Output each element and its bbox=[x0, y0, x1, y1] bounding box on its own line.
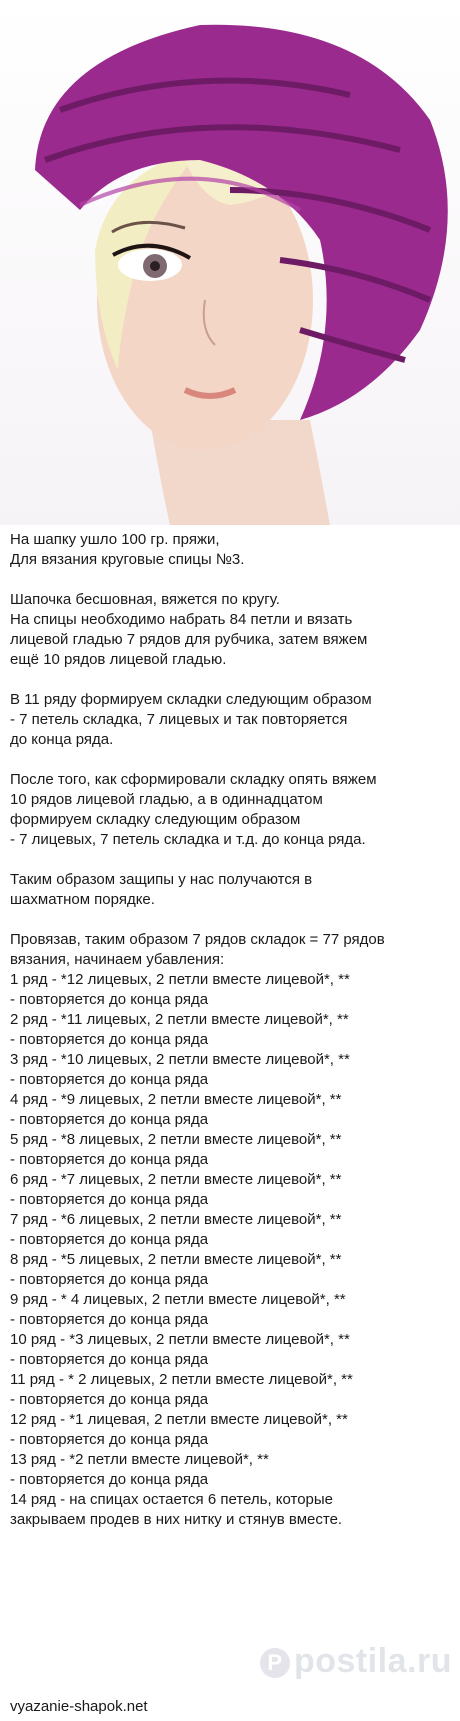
text-line: 3 ряд - *10 лицевых, 2 петли вместе лицевой*, ** bbox=[10, 1051, 350, 1068]
text-line: до конца ряда. bbox=[10, 731, 114, 748]
text-line: - повторяется до конца ряда bbox=[10, 1191, 209, 1208]
text-line: шахматном порядке. bbox=[10, 891, 155, 908]
hat-photo bbox=[0, 0, 460, 525]
article-text bbox=[10, 530, 456, 1530]
text-line: 2 ряд - *11 лицевых, 2 петли вместе лицевой*, ** bbox=[10, 1011, 349, 1028]
text-line: 5 ряд - *8 лицевых, 2 петли вместе лицевой*, ** bbox=[10, 1131, 342, 1148]
text-line: 4 ряд - *9 лицевых, 2 петли вместе лицевой*, ** bbox=[10, 1091, 342, 1108]
text-line: - повторяется до конца ряда bbox=[10, 1311, 209, 1328]
text-line: 14 ряд - на спицах остается 6 петель, которые bbox=[10, 1491, 334, 1508]
text-line: - повторяется до конца ряда bbox=[10, 1231, 209, 1248]
text-line: - повторяется до конца ряда bbox=[10, 1431, 209, 1448]
text-line: Таким образом защипы у нас получаются в bbox=[10, 871, 313, 888]
text-line: 7 ряд - *6 лицевых, 2 петли вместе лицевой*, ** bbox=[10, 1211, 342, 1228]
text-line: - повторяется до конца ряда bbox=[10, 1111, 209, 1128]
text-line: формируем складку следующим образом bbox=[10, 811, 301, 828]
text-line: 11 ряд - * 2 лицевых, 2 петли вместе лицевой*, ** bbox=[10, 1371, 353, 1388]
paragraph-gap bbox=[10, 850, 456, 870]
p-logo-icon: P bbox=[260, 1648, 290, 1678]
text-line: - повторяется до конца ряда bbox=[10, 1151, 209, 1168]
text-line: - повторяется до конца ряда bbox=[10, 1351, 209, 1368]
text-line: - повторяется до конца ряда bbox=[10, 1071, 209, 1088]
postila-watermark bbox=[260, 1642, 452, 1681]
watermark-text: postila.ru bbox=[293, 1642, 452, 1680]
text-line: - 7 петель складка, 7 лицевых и так повторяется bbox=[10, 711, 348, 728]
text-line: вязания, начинаем убавления: bbox=[10, 951, 225, 968]
text-line: ещё 10 рядов лицевой гладью. bbox=[10, 651, 227, 668]
text-line: На шапку ушло 100 гр. пряжи, bbox=[10, 531, 220, 548]
text-line: лицевой гладью 7 рядов для рубчика, затем вяжем bbox=[10, 631, 368, 648]
text-line: - повторяется до конца ряда bbox=[10, 1471, 209, 1488]
text-line: 9 ряд - * 4 лицевых, 2 петли вместе лицевой*, ** bbox=[10, 1291, 346, 1308]
text-line: 13 ряд - *2 петли вместе лицевой*, ** bbox=[10, 1451, 269, 1468]
text-line: В 11 ряду формируем складки следующим образом bbox=[10, 691, 372, 708]
paragraph-gap bbox=[10, 910, 456, 930]
text-line: 1 ряд - *12 лицевых, 2 петли вместе лицевой*, ** bbox=[10, 971, 350, 988]
text-line: закрываем продев в них нитку и стянув вместе. bbox=[10, 1511, 343, 1528]
text-line: 12 ряд - *1 лицевая, 2 петли вместе лицевой*, ** bbox=[10, 1411, 348, 1428]
text-line: - повторяется до конца ряда bbox=[10, 1271, 209, 1288]
text-line: На спицы необходимо набрать 84 петли и вязать bbox=[10, 611, 353, 628]
site-url: vyazanie-shapok.net bbox=[10, 1698, 148, 1715]
text-line: - повторяется до конца ряда bbox=[10, 991, 209, 1008]
paragraph-gap bbox=[10, 670, 456, 690]
text-line: 8 ряд - *5 лицевых, 2 петли вместе лицевой*, ** bbox=[10, 1251, 342, 1268]
text-line: После того, как сформировали складку опять вяжем bbox=[10, 771, 377, 788]
text-line: Шапочка бесшовная, вяжется по кругу. bbox=[10, 591, 280, 608]
text-line: 10 ряд - *3 лицевых, 2 петли вместе лицевой*, ** bbox=[10, 1331, 350, 1348]
paragraph-gap bbox=[10, 570, 456, 590]
text-line: Провязав, таким образом 7 рядов складок = 77 рядов bbox=[10, 931, 385, 948]
paragraph-gap bbox=[10, 750, 456, 770]
hat-mannequin-illustration bbox=[0, 0, 460, 525]
text-line: Для вязания круговые спицы №3. bbox=[10, 551, 245, 568]
text-line: - повторяется до конца ряда bbox=[10, 1031, 209, 1048]
text-line: 10 рядов лицевой гладью, а в одиннадцатом bbox=[10, 791, 323, 808]
text-line: 6 ряд - *7 лицевых, 2 петли вместе лицевой*, ** bbox=[10, 1171, 342, 1188]
text-line: - 7 лицевых, 7 петель складка и т.д. до конца ряда. bbox=[10, 831, 366, 848]
text-line: - повторяется до конца ряда bbox=[10, 1391, 209, 1408]
